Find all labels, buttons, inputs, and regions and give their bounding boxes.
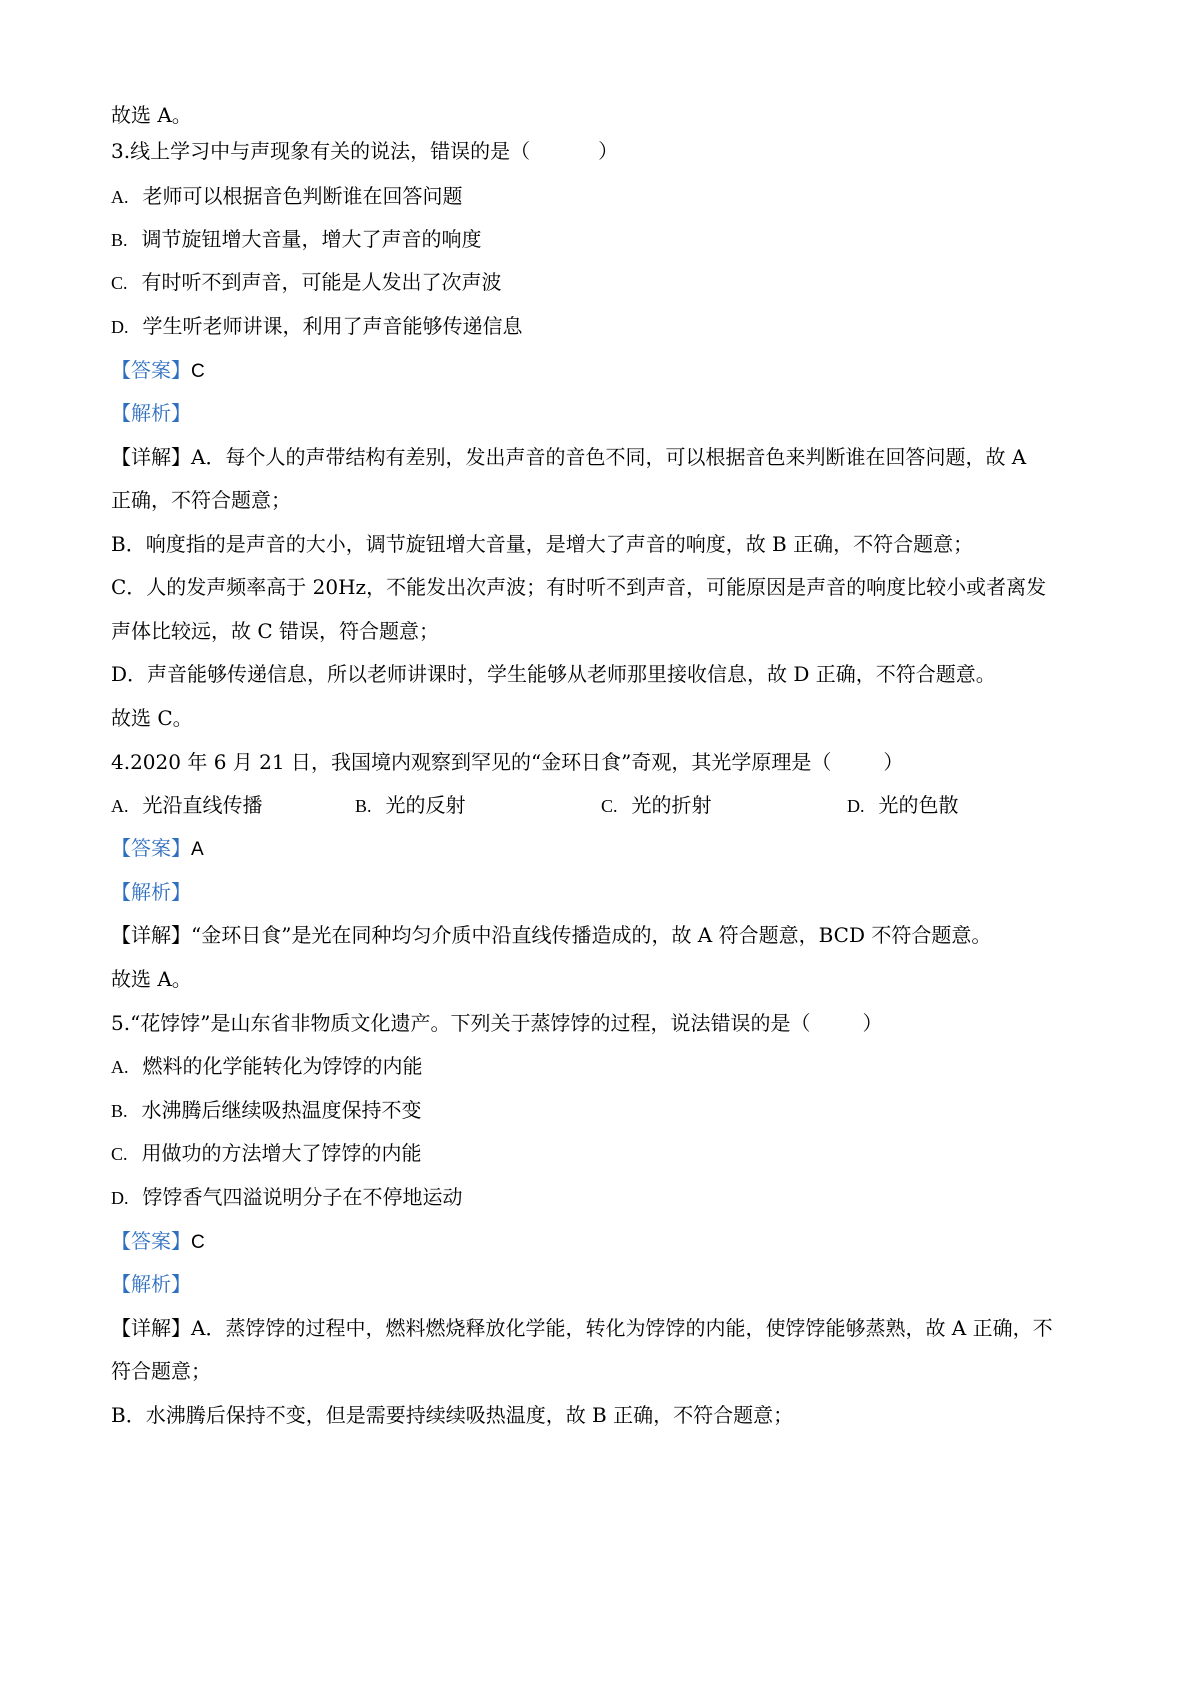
option-label: A.	[111, 1057, 129, 1077]
q2-conclusion: 故选 A。	[111, 103, 192, 127]
option-label: C.	[111, 273, 128, 293]
q3-detail-a-line1	[111, 444, 1026, 470]
answer-tag: 【答案】	[111, 1229, 191, 1253]
q5-stem-text: 5.“花饽饽”是山东省非物质文化遗产。下列关于蒸饽饽的过程，说法错误的是（	[111, 1011, 811, 1035]
option-text: 光沿直线传播	[142, 793, 263, 817]
detail-tag: 【详解】	[111, 923, 191, 947]
option-label: D.	[111, 1188, 129, 1208]
q3-detail-d: D．声音能够传递信息，所以老师讲课时，学生能够从老师那里接收信息，故 D 正确，不符合题意。	[111, 662, 996, 686]
option-label: A.	[111, 796, 129, 816]
option-text: 光的反射	[385, 793, 466, 817]
q3-stem	[111, 138, 618, 164]
option-text: 饽饽香气四溢说明分子在不停地运动	[142, 1185, 463, 1209]
q3-detail-a-line2: 正确，不符合题意；	[111, 488, 291, 512]
q4-options-row	[111, 792, 1011, 818]
q3-stem-text: 3.线上学习中与声现象有关的说法，错误的是（	[111, 139, 531, 163]
analysis-tag: 【解析】	[111, 401, 191, 425]
option-text: 老师可以根据音色判断谁在回答问题	[142, 184, 463, 208]
answer-tag: 【答案】	[111, 358, 191, 382]
answer-value: A	[191, 839, 204, 860]
detail-tag: 【详解】	[111, 1316, 191, 1340]
q3-option-d	[111, 313, 523, 340]
option-label: B.	[111, 230, 128, 250]
q3-answer	[111, 357, 205, 385]
q5-answer	[111, 1228, 205, 1256]
q4-option-b	[355, 792, 466, 819]
detail-text: A．蒸饽饽的过程中，燃料燃烧释放化学能，转化为饽饽的内能，使饽饽能够蒸熟，故 A 正确，不	[191, 1316, 1053, 1340]
q4-detail	[111, 922, 991, 948]
q4-answer	[111, 835, 204, 863]
q3-detail-b: B．响度指的是声音的大小，调节旋钮增大音量，是增大了声音的响度，故 B 正确，不符合题意；	[111, 532, 974, 556]
q3-analysis	[111, 400, 191, 426]
option-text: 光的色散	[878, 793, 959, 817]
option-label: B.	[111, 1101, 128, 1121]
q4-option-a	[111, 792, 263, 819]
q3-detail-c-line2: 声体比较远，故 C 错误，符合题意；	[111, 619, 440, 643]
answer-value: C	[191, 361, 205, 382]
option-text: 学生听老师讲课，利用了声音能够传递信息	[142, 314, 523, 338]
option-label: D.	[847, 796, 865, 816]
q5-stem	[111, 1010, 883, 1036]
detail-tag: 【详解】	[111, 445, 191, 469]
option-text: 燃料的化学能转化为饽饽的内能	[142, 1054, 423, 1078]
q4-conclusion: 故选 A。	[111, 967, 192, 991]
answer-tag: 【答案】	[111, 836, 191, 860]
q5-option-b	[111, 1097, 422, 1124]
q5-detail-a-line1	[111, 1315, 1053, 1341]
q5-paren-close: ）	[862, 1011, 883, 1035]
option-label: C.	[601, 796, 618, 816]
option-label: A.	[111, 187, 129, 207]
q3-detail-c-line1: C．人的发声频率高于 20Hz，不能发出次声波；有时听不到声音，可能原因是声音的响度比较小或者离发	[111, 575, 1047, 599]
detail-text: “金环日食”是光在同种均匀介质中沿直线传播造成的，故 A 符合题意，BCD 不符合题意。	[191, 923, 992, 947]
option-label: D.	[111, 317, 129, 337]
q3-paren-close: ）	[598, 139, 619, 163]
q4-analysis	[111, 879, 191, 905]
q3-option-c	[111, 269, 502, 296]
analysis-tag: 【解析】	[111, 880, 191, 904]
q5-option-a	[111, 1053, 423, 1080]
q4-option-d	[847, 792, 959, 819]
q4-option-c	[601, 792, 712, 819]
option-text: 光的折射	[631, 793, 712, 817]
detail-text: A．每个人的声带结构有差别，发出声音的音色不同，可以根据音色来判断谁在回答问题，故 A	[191, 445, 1027, 469]
q4-paren-close: ）	[883, 750, 904, 774]
option-label: C.	[111, 1144, 128, 1164]
option-label: B.	[355, 796, 372, 816]
answer-value: C	[191, 1232, 205, 1253]
q3-option-b	[111, 226, 482, 253]
q4-stem	[111, 749, 903, 775]
q5-detail-a-line2: 符合题意；	[111, 1359, 211, 1383]
option-text: 调节旋钮增大音量，增大了声音的响度	[141, 227, 482, 251]
option-text: 水沸腾后继续吸热温度保持不变	[141, 1098, 422, 1122]
option-text: 用做功的方法增大了饽饽的内能	[141, 1141, 422, 1165]
option-text: 有时听不到声音，可能是人发出了次声波	[141, 270, 502, 294]
analysis-tag: 【解析】	[111, 1272, 191, 1296]
q5-option-d	[111, 1184, 463, 1211]
q5-analysis	[111, 1271, 191, 1297]
q5-detail-b: B．水沸腾后保持不变，但是需要持续续吸热温度，故 B 正确，不符合题意；	[111, 1403, 794, 1427]
q5-option-c	[111, 1140, 422, 1167]
q3-conclusion: 故选 C。	[111, 706, 193, 730]
q3-option-a	[111, 183, 463, 210]
q4-stem-text: 4.2020 年 6 月 21 日，我国境内观察到罕见的“金环日食”奇观，其光学原理是（	[111, 750, 832, 774]
